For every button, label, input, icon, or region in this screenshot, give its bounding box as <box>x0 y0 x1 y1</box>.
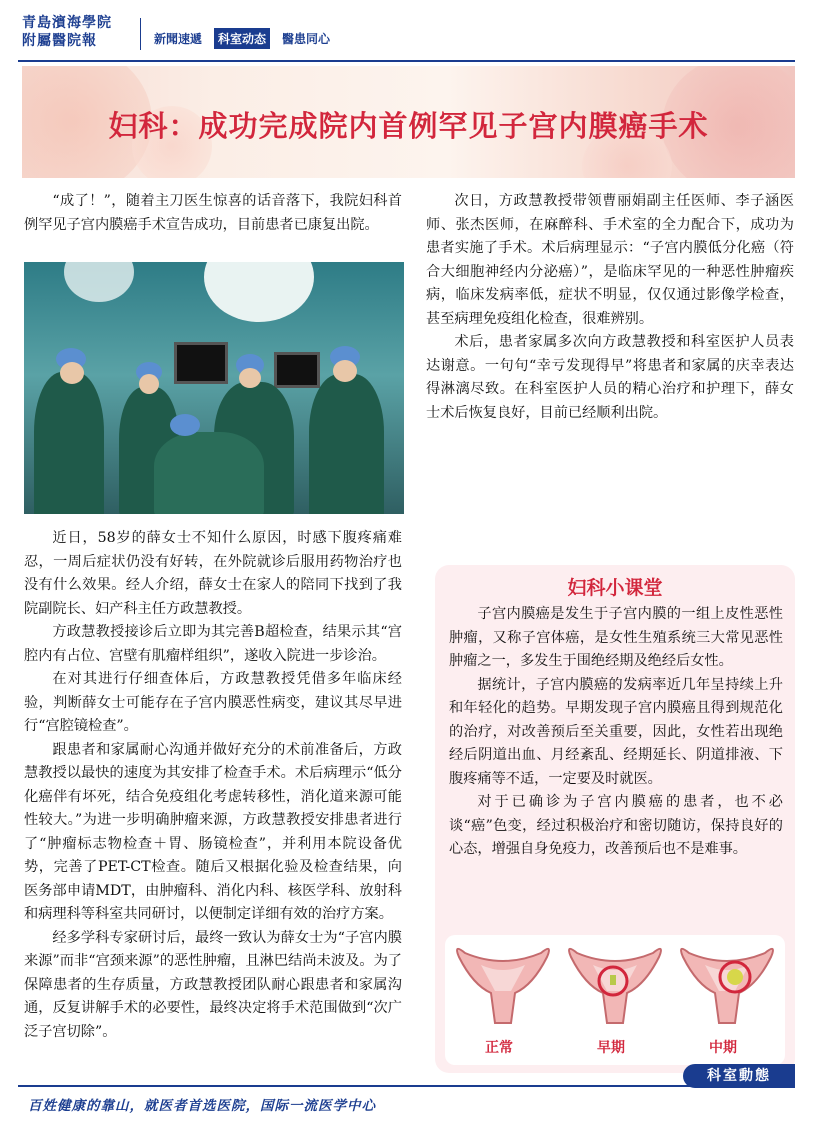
nav-department[interactable]: 科室动态 <box>214 28 270 49</box>
section-nav <box>150 28 334 49</box>
masthead <box>22 14 132 50</box>
article-paragraph: 方政慧教授接诊后立即为其完善B超检查，结果示其“宫腔内有占位、宫壁有肌瘤样组织”，遂收入院进一步诊治。 <box>24 624 402 664</box>
surgeon <box>34 372 104 514</box>
header-divider <box>140 18 141 50</box>
article-paragraph: 经多学科专家研讨后，最终一致认为薛女士为“子宫内膜来源”而非“宫颈来源”的恶性肿瘤，且淋巴结尚未波及。为了保障患者的生存质量，方政慧教授团队耐心跟患者和家属沟通，反复讲解手术的必要性，最终决定将手术范围做到“次广泛子宫切除”。 <box>24 929 402 1040</box>
footer-rule <box>18 1085 795 1087</box>
header-rule <box>18 60 795 62</box>
article-intro: “成了！”，随着主刀医生惊喜的话音落下，我院妇科首例罕见子宫内膜癌手术宣告成功，目前患者已康复出院。 <box>24 193 402 233</box>
article-paragraph: 跟患者和家属耐心沟通并做好充分的术前准备后，方政慧教授以最快的速度为其安排了检查手术。术后病理示“低分化癌伴有坏死，结合免疫组化考虑转移性，消化道来源可能性较大。”为进一步明确肿瘤来源，方政慧教授安排患者进行了“肿瘤标志物检查＋胃、肠镜检查”，并利用本院设备优势，完善了PET-CT检查。随后又根据化验及检查结果，向医务部申请MDT，由肿瘤科、消化内科、核医学科、放射科和病理科等科室共同研讨，以便制定详细有效的治疗方案。 <box>24 741 402 922</box>
box-title: 妇科小课堂 <box>567 577 663 599</box>
article-column-left-top <box>24 190 402 237</box>
face <box>333 360 357 382</box>
uterus-diagram <box>445 935 785 1065</box>
page-header <box>0 0 813 62</box>
box-text <box>449 603 783 862</box>
uterus-middle <box>681 949 773 1023</box>
surgeon <box>309 374 384 514</box>
surgical-lamp <box>64 262 134 302</box>
footer-slogan: 百姓健康的靠山，就医者首选医院，国际一流医学中心 <box>28 1098 376 1114</box>
gynecology-class-box <box>435 565 795 1073</box>
surgeon <box>154 432 264 514</box>
article-column-left <box>24 527 402 1044</box>
box-paragraph: 子宫内膜癌是发生于子宫内膜的一组上皮性恶性肿瘤，又称子宫体癌，是女性生殖系统三大常见恶性肿瘤之一，多发生于围绝经期及绝经后女性。 <box>449 606 783 669</box>
box-paragraph: 对于已确诊为子宫内膜癌的患者，也不必谈“癌”色变，经过积极治疗和密切随访，保持良好的心态，增强自身免疫力，改善预后也不是难事。 <box>449 794 783 857</box>
masthead-line-1: 青島濱海學院 <box>22 15 112 31</box>
article-column-right <box>426 190 794 425</box>
masthead-line-2: 附屬醫院報 <box>22 33 97 49</box>
label-middle: 中期 <box>709 1040 737 1056</box>
monitor-screen <box>274 352 320 388</box>
label-normal: 正常 <box>485 1040 513 1056</box>
page-title: 妇科：成功完成院内首例罕见子宫内膜癌手术 <box>108 109 709 143</box>
uterus-illustrations <box>445 935 785 1035</box>
section-tag: 科室動態 <box>683 1064 795 1088</box>
surgical-lamp <box>204 262 314 322</box>
surgery-photo <box>24 262 404 514</box>
box-paragraph: 据统计，子宫内膜癌的发病率近几年呈持续上升和年轻化的趋势。早期发现子宫内膜癌且得到规范化的治疗，对改善预后至关重要，因此，女性若出现绝经后阴道出血、月经紊乱、经期延长、阴道排液、下腹疼痛等不适，一定要及时就医。 <box>449 676 783 787</box>
uterus-normal <box>457 949 549 1023</box>
article-paragraph: 在对其进行仔细查体后，方政慧教授凭借多年临床经验，判断薛女士可能存在子宫内膜恶性病变，建议其尽早进行“宫腔镜检查”。 <box>24 671 402 734</box>
article-paragraph: 近日，58岁的薛女士不知什么原因，时感下腹疼痛难忍，一周后症状仍没有好转，在外院就诊后服用药物治疗也没有什么效果。经人介绍，薛女士在家人的陪同下找到了我院副院长、妇产科主任方政慧教授。 <box>24 530 402 617</box>
label-early: 早期 <box>597 1040 625 1056</box>
title-banner <box>22 66 795 178</box>
nav-doctor-patient[interactable]: 醫患同心 <box>282 32 331 46</box>
face <box>60 362 84 384</box>
surgical-cap <box>170 414 200 436</box>
monitor-screen <box>174 342 228 384</box>
face <box>139 374 159 394</box>
uterus-early <box>569 949 661 1023</box>
nav-news[interactable]: 新聞速遞 <box>154 32 203 46</box>
article-paragraph: 次日，方政慧教授带领曹丽娟副主任医师、李子涵医师、张杰医师，在麻醉科、手术室的全力配合下，成功为患者实施了手术。术后病理显示：“子宫内膜低分化癌（符合大细胞神经内分泌癌）”，是临床罕见的一种恶性肿瘤疾病，临床发病率低，症状不明显，仅仅通过影像学检查，甚至病理免疫组化检查，很难辨别。 <box>426 193 794 327</box>
face <box>239 368 261 388</box>
article-paragraph: 术后，患者家属多次向方政慧教授和科室医护人员表达谢意。一句句“幸亏发现得早”将患者和家属的庆幸表达得淋漓尽致。在科室医护人员的精心治疗和护理下，薛女士术后恢复良好，目前已经顺利出院。 <box>426 334 794 421</box>
